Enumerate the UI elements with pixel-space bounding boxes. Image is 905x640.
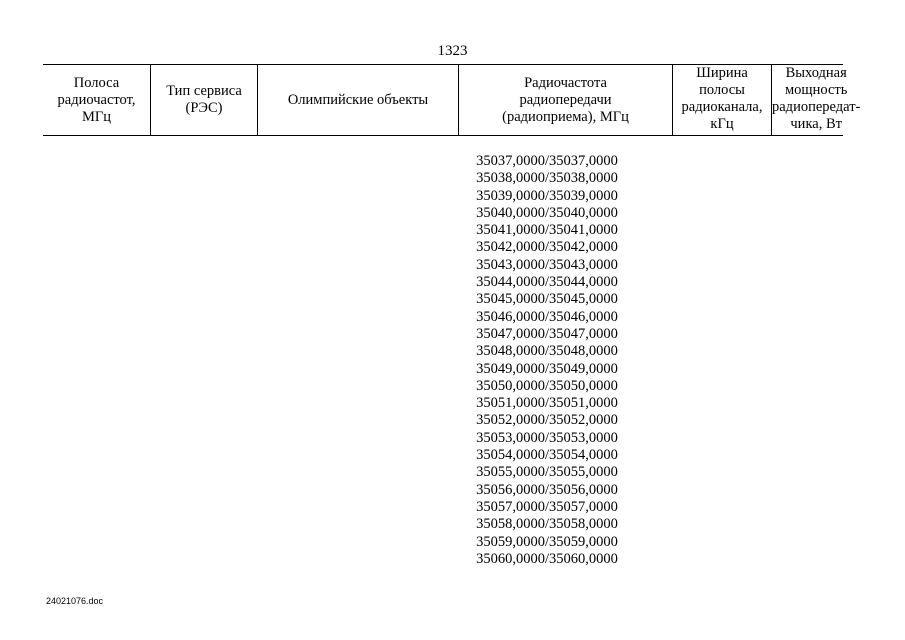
frequency-row: 35038,0000/35038,0000 [476,170,618,187]
header-frequency-band-label: Полоса радиочастот, МГц [57,74,136,125]
frequency-row: 35044,0000/35044,0000 [476,274,618,291]
frequency-row: 35054,0000/35054,0000 [476,447,618,464]
header-channel-bandwidth [673,65,772,135]
frequency-row: 35051,0000/35051,0000 [476,395,618,412]
header-output-power-label: Выходная мощность радиопередат- чика, Вт [772,65,861,132]
frequency-row: 35046,0000/35046,0000 [476,308,618,325]
page-number: 1323 [437,43,468,59]
header-olympic-objects [258,65,459,135]
header-output-power [772,65,861,135]
frequency-row: 35055,0000/35055,0000 [476,464,618,481]
header-service-type [151,65,258,135]
header-channel-bandwidth-label: Ширина полосы радиоканала, кГц [681,65,763,132]
frequency-row: 35056,0000/35056,0000 [476,481,618,498]
table-header-row [43,65,861,135]
frequency-row: 35039,0000/35039,0000 [476,187,618,204]
header-radio-frequency [459,65,673,135]
frequency-row: 35040,0000/35040,0000 [476,204,618,221]
frequency-row: 35052,0000/35052,0000 [476,412,618,429]
frequency-row: 35049,0000/35049,0000 [476,360,618,377]
frequency-table [43,64,861,136]
frequency-row: 35050,0000/35050,0000 [476,377,618,394]
frequency-row: 35058,0000/35058,0000 [476,516,618,533]
header-radio-frequency-label: Радиочастота радиопередачи (радиоприема), МГц [502,74,629,125]
header-frequency-band [43,65,151,135]
document-filename: 24021076.doc [46,596,104,606]
frequency-row: 35057,0000/35057,0000 [476,498,618,515]
frequency-row: 35037,0000/35037,0000 [476,153,618,169]
frequency-row: 35045,0000/35045,0000 [476,291,618,308]
frequency-row: 35059,0000/35059,0000 [476,533,618,550]
header-olympic-objects-label: Олимпийские объекты [287,91,429,108]
frequency-row: 35048,0000/35048,0000 [476,343,618,360]
header-service-type-label: Тип сервиса (РЭС) [166,83,242,116]
frequency-row: 35043,0000/35043,0000 [476,256,618,273]
frequency-row: 35041,0000/35041,0000 [476,222,618,239]
frequency-row: 35042,0000/35042,0000 [476,239,618,256]
frequency-row: 35060,0000/35060,0000 [476,550,618,567]
frequency-row: 35053,0000/35053,0000 [476,429,618,446]
frequency-list [440,153,654,568]
frequency-row: 35047,0000/35047,0000 [476,325,618,342]
